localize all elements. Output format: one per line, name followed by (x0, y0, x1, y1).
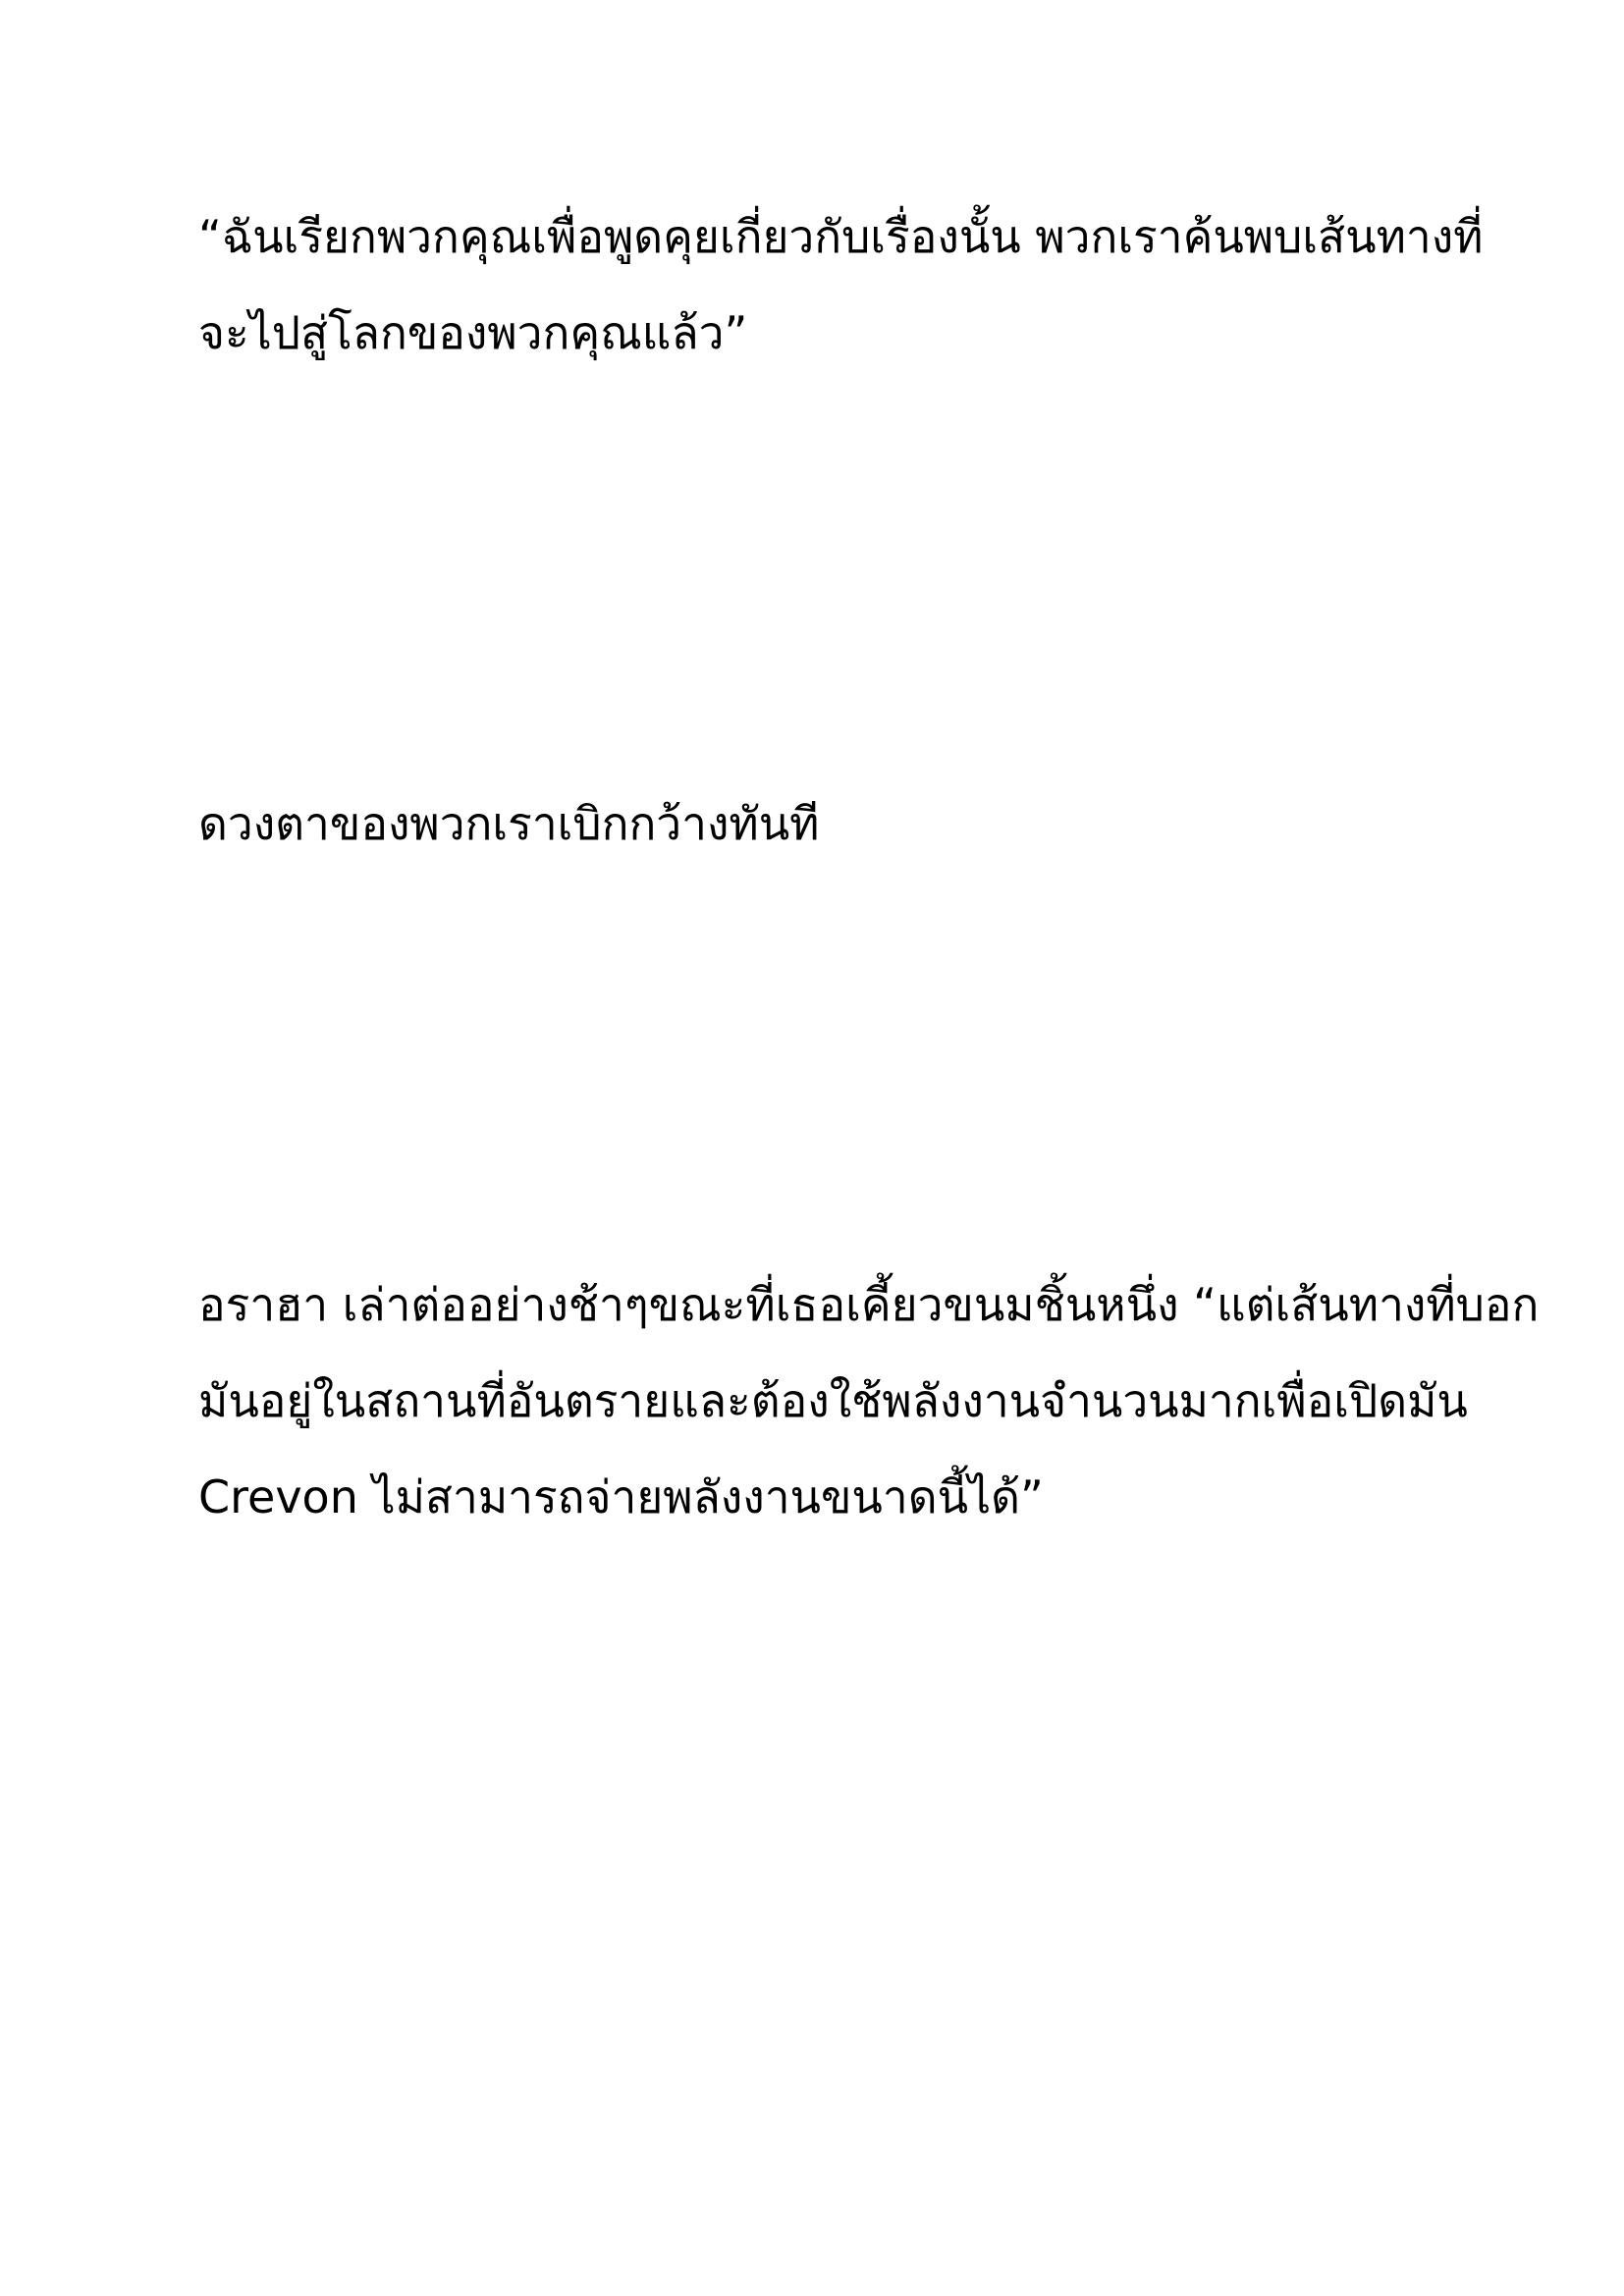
paragraph-3 (198, 1256, 1540, 1545)
text-line: Crevon ไม่สามารถจ่ายพลังงานขนาดนี้ได้” (198, 1470, 1044, 1523)
text-line: อราฮา เล่าต่ออย่างช้าๆขณะที่เธอเคี้ยวขนมชิ้นหนึ่ง “แต่เส้นทางที่บอก (198, 1278, 1540, 1331)
text-line: “ฉันเรียกพวกคุณเพื่อพูดคุยเกี่ยวกับเรื่องนั้น พวกเราค้นพบเส้นทางที่ (198, 210, 1484, 263)
paragraph-1 (198, 188, 1484, 381)
text-line: ดวงตาของพวกเราเบิกกว้างทันที (198, 797, 820, 850)
text-line: จะไปสู่โลกของพวกคุณแล้ว” (198, 306, 748, 359)
text-line: มันอยู่ในสถานที่อันตรายและต้องใช้พลังงานจำนวนมากเพื่อเปิดมัน (198, 1374, 1468, 1427)
paragraph-2 (198, 775, 1475, 872)
